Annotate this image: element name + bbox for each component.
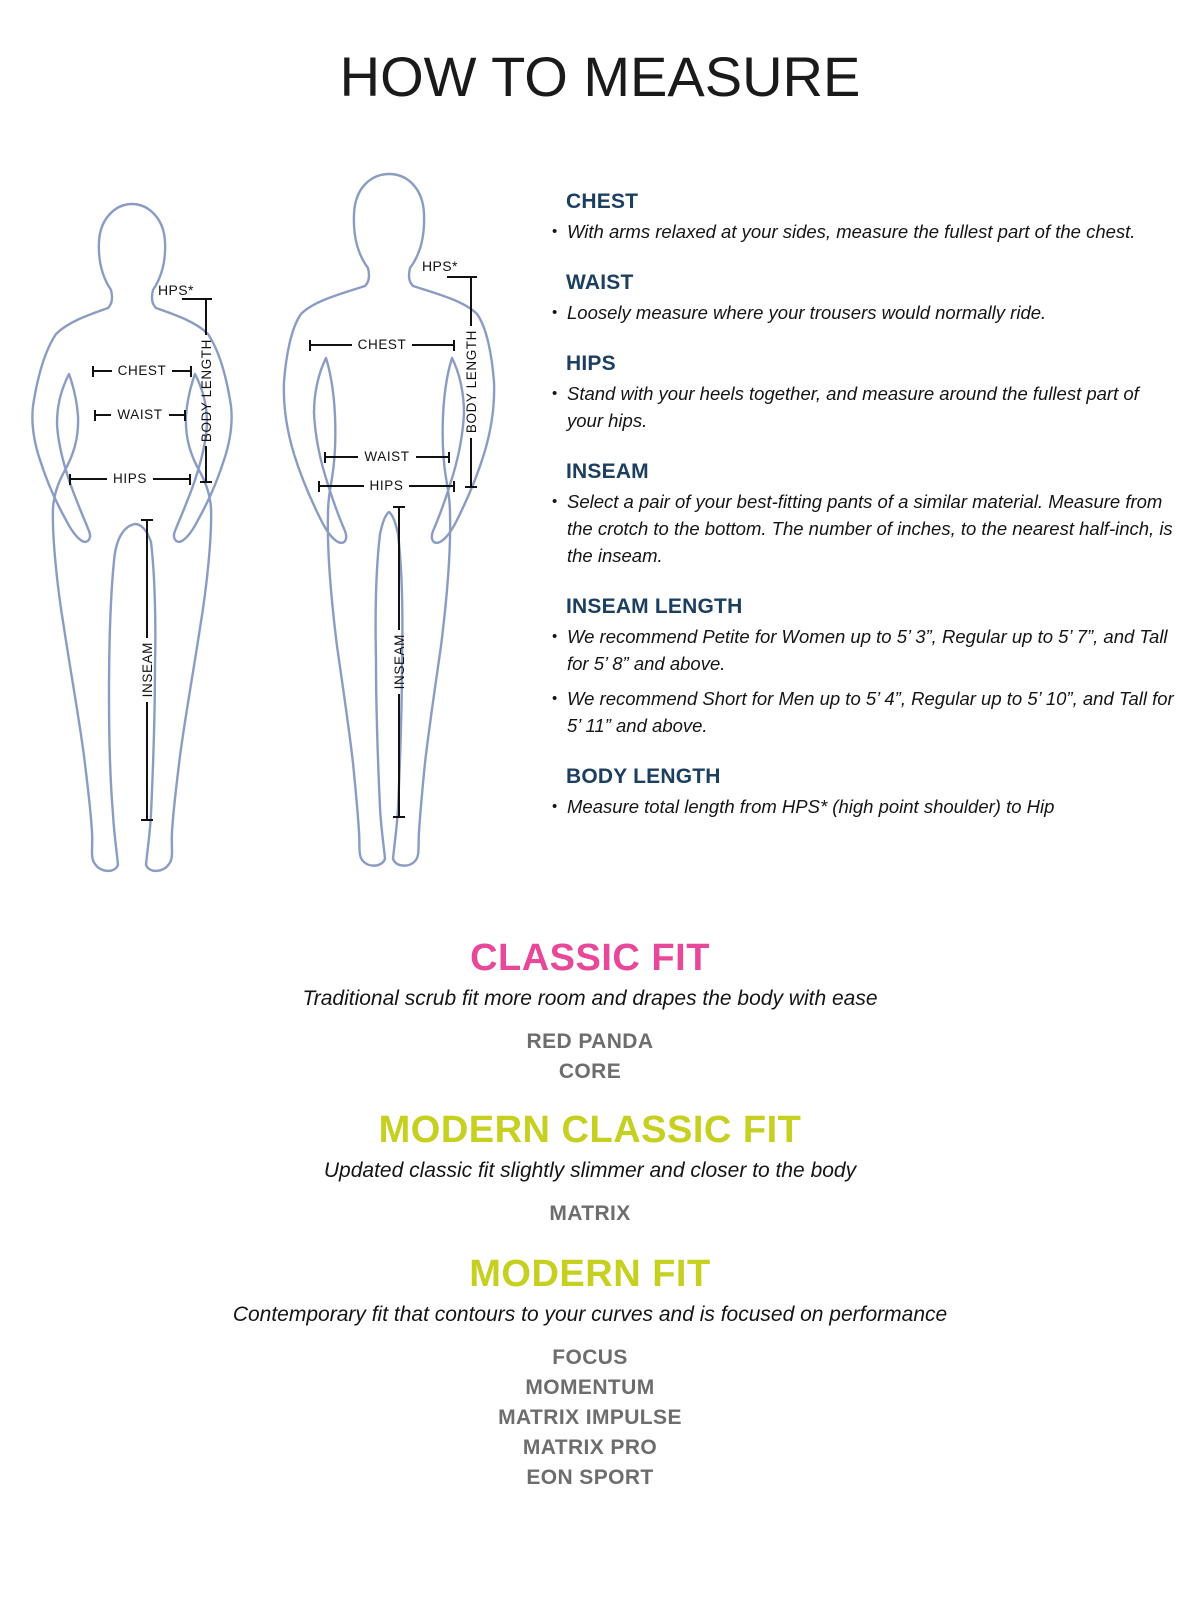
- measure-line: [320, 485, 364, 487]
- product-name: MATRIX: [549, 1201, 631, 1225]
- measure-tick: [190, 366, 192, 377]
- measure-tick: [448, 452, 450, 463]
- measure-line: [398, 508, 400, 630]
- female-body-diagram: [14, 196, 254, 876]
- product-name: MOMENTUM: [525, 1375, 655, 1399]
- product-name: RED PANDA: [526, 1029, 654, 1053]
- female-hps-label: HPS*: [158, 282, 194, 298]
- section-chest: [552, 190, 1174, 245]
- male-hips-measure: [318, 479, 455, 493]
- female-waist-measure: [94, 408, 186, 422]
- measure-line: [205, 300, 207, 335]
- measure-line: [172, 370, 190, 372]
- section-body-length-heading: BODY LENGTH: [566, 765, 721, 788]
- female-hips-label: HIPS: [113, 471, 147, 487]
- measure-tick: [447, 276, 477, 278]
- female-outline-drawing: [14, 196, 254, 876]
- product-name: MATRIX PRO: [522, 1435, 658, 1459]
- page-title: HOW TO MEASURE: [339, 45, 861, 108]
- male-body-diagram: [264, 168, 514, 868]
- classic-fit-products: [0, 1027, 1180, 1087]
- female-chest-label: CHEST: [117, 363, 167, 379]
- modern-fit-description: Contemporary fit that contours to your curves and is focused on performance: [232, 1302, 948, 1326]
- measure-line: [146, 521, 148, 638]
- measure-tick: [453, 340, 455, 351]
- section-body-length-bullet: • Measure total length from HPS* (high point shoulder) to Hip: [552, 793, 1174, 820]
- modern-fit-title: MODERN FIT: [469, 1253, 711, 1295]
- section-hips-heading: HIPS: [566, 352, 616, 375]
- measure-line: [153, 478, 189, 480]
- section-inseam-length-bullet-men: • We recommend Short for Men up to 5’ 4”, Regular up to 5’ 10”, and Tall for 5’ 11” and above.: [552, 685, 1174, 739]
- section-inseam: [552, 460, 1174, 569]
- measure-tick: [453, 481, 455, 492]
- section-inseam-heading: INSEAM: [566, 460, 649, 483]
- female-body-length-measure: [199, 298, 213, 483]
- modern-classic-fit-description: Updated classic fit slightly slimmer and closer to the body: [323, 1158, 857, 1182]
- modern-fit-products: [0, 1343, 1180, 1493]
- measure-line: [412, 344, 453, 346]
- section-inseam-length: [552, 595, 1174, 739]
- product-name: CORE: [558, 1059, 622, 1083]
- product-name: MATRIX IMPULSE: [498, 1405, 682, 1429]
- measure-tick: [200, 481, 212, 483]
- measure-line: [470, 278, 472, 326]
- male-waist-measure: [324, 450, 450, 464]
- measure-tick: [465, 486, 477, 488]
- female-inseam-measure: [140, 519, 154, 821]
- measure-line: [326, 456, 358, 458]
- modern-classic-fit-block: [0, 1110, 1180, 1229]
- male-waist-label: WAIST: [364, 449, 410, 465]
- measure-line: [146, 702, 148, 819]
- section-hips: [552, 352, 1174, 434]
- measure-line: [96, 414, 111, 416]
- measure-line: [470, 438, 472, 486]
- measure-tick: [189, 474, 191, 485]
- measure-line: [169, 414, 184, 416]
- female-waist-label: WAIST: [117, 407, 163, 423]
- male-chest-label: CHEST: [357, 337, 407, 353]
- male-outline-drawing: [264, 168, 514, 868]
- product-name: EON SPORT: [526, 1465, 654, 1489]
- section-chest-heading: CHEST: [566, 190, 639, 213]
- male-body-length-label: BODY LENGTH: [463, 330, 479, 434]
- male-inseam-measure: [392, 506, 406, 818]
- section-body-length: [552, 765, 1174, 820]
- section-inseam-length-heading: INSEAM LENGTH: [566, 595, 743, 618]
- section-waist: [552, 271, 1174, 326]
- product-name: FOCUS: [552, 1345, 628, 1369]
- female-chest-measure: [92, 364, 192, 378]
- female-inseam-label: INSEAM: [139, 642, 155, 698]
- male-body-length-measure: [464, 276, 478, 488]
- measure-tick: [184, 410, 186, 421]
- female-hips-measure: [69, 472, 191, 486]
- measure-tick: [141, 819, 153, 821]
- male-inseam-label: INSEAM: [391, 634, 407, 690]
- measure-line: [94, 370, 112, 372]
- measurement-instructions: [552, 190, 1174, 846]
- classic-fit-title: CLASSIC FIT: [470, 937, 710, 979]
- measure-line: [71, 478, 107, 480]
- measure-line: [416, 456, 448, 458]
- modern-classic-fit-title: MODERN CLASSIC FIT: [378, 1109, 802, 1151]
- classic-fit-description: Traditional scrub fit more room and drapes the body with ease: [302, 986, 878, 1010]
- classic-fit-block: [0, 938, 1180, 1087]
- section-waist-heading: WAIST: [566, 271, 634, 294]
- male-chest-measure: [309, 338, 455, 352]
- section-waist-bullet: • Loosely measure where your trousers would normally ride.: [552, 299, 1174, 326]
- section-chest-bullet: • With arms relaxed at your sides, measure the fullest part of the chest.: [552, 218, 1174, 245]
- measure-line: [311, 344, 352, 346]
- male-hips-label: HIPS: [369, 478, 404, 494]
- measure-line: [409, 485, 453, 487]
- modern-classic-fit-products: [0, 1199, 1180, 1229]
- female-body-length-label: BODY LENGTH: [198, 338, 214, 443]
- measure-line: [205, 446, 207, 481]
- section-inseam-length-bullet-women: • We recommend Petite for Women up to 5’ 3”, Regular up to 5’ 7”, and Tall for 5’ 8” and above.: [552, 623, 1174, 677]
- measure-tick: [182, 298, 212, 300]
- measure-tick: [393, 816, 405, 818]
- measure-line: [398, 694, 400, 816]
- section-hips-bullet: • Stand with your heels together, and measure around the fullest part of your hips.: [552, 380, 1174, 434]
- male-hps-label: HPS*: [422, 258, 458, 274]
- modern-fit-block: [0, 1254, 1180, 1493]
- section-inseam-bullet: • Select a pair of your best-fitting pants of a similar material. Measure from the crotch to the bottom. The number of inches, to the nearest half-inch, is the inseam.: [552, 488, 1174, 569]
